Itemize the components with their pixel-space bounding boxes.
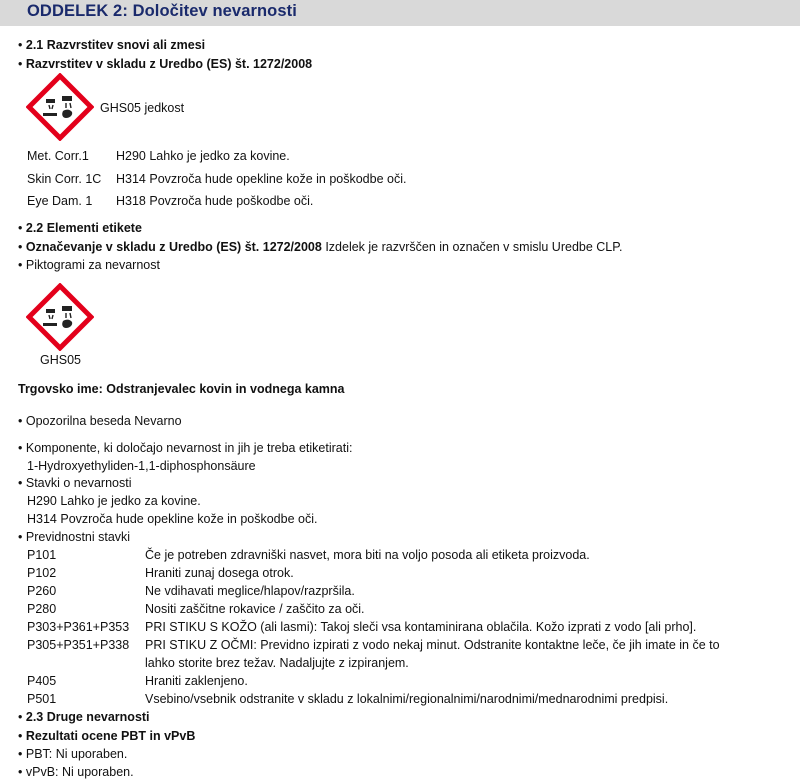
pictograms-row: [18, 257, 160, 273]
precaution-text: Če je potreben zdravniški nasvet, mora biti na voljo posoda ali etiketa proizvoda.: [145, 548, 590, 562]
precaution-code: P501: [27, 692, 57, 706]
components-row: [18, 440, 352, 456]
heading-2-3-row: [18, 709, 150, 725]
heading-2-3: 2.3 Druge nevarnosti: [25, 710, 150, 724]
precaution-code: P260: [27, 584, 57, 598]
precaution-code: P102: [27, 566, 57, 580]
bullet: •: [18, 240, 23, 254]
precaution-text: Vsebino/vsebnik odstranite v skladu z lokalnimi/regionalnimi/narodnimi/mednarodnimi predpisi.: [145, 692, 669, 706]
pictograms-label: Piktogrami za nevarnost: [25, 258, 160, 272]
bullet: •: [18, 729, 23, 743]
section-header: [0, 0, 800, 26]
bullet: •: [18, 710, 23, 724]
labelling-text: Izdelek je razvrščen in označen v smislu Uredbe CLP.: [321, 240, 623, 254]
vpvb-row: [18, 764, 134, 780]
precaution-text: Ne vdihavati meglice/hlapov/razpršila.: [145, 584, 355, 598]
labelling-row: [18, 239, 622, 255]
pictogram-caption-1: GHS05 jedkost: [100, 101, 185, 115]
pbt-row: [18, 746, 127, 762]
bullet: •: [18, 38, 23, 52]
ghs05-corrosion-icon: [26, 73, 94, 141]
bullet: •: [18, 57, 23, 71]
precaution-text: PRI STIKU Z OČMI: Previdno izpirati z vodo nekaj minut. Odstranite kontaktne leče, če jih imate in če to: [145, 638, 720, 652]
vpvb-result: vPvB: Ni uporaben.: [25, 765, 134, 779]
hazard-class: Skin Corr. 1C: [27, 172, 102, 186]
bullet: •: [18, 476, 23, 490]
precaution-code: P303+P361+P353: [27, 620, 130, 634]
heading-2-2-row: [18, 220, 142, 236]
heading-2-1: 2.1 Razvrstitev snovi ali zmesi: [25, 38, 206, 52]
bullet: •: [18, 747, 23, 761]
signal-word-row: [18, 413, 182, 429]
precaution-text: Hraniti zaklenjeno.: [145, 674, 248, 688]
component-name: 1-Hydroxyethyliden-1,1-diphosphonsäure: [27, 459, 256, 473]
precaution-code: P305+P351+P338: [27, 638, 130, 652]
heading-2-1-row: [18, 37, 205, 53]
pbt-result: PBT: Ni uporaben.: [25, 747, 128, 761]
classification-heading-row: [18, 56, 312, 72]
precaution-text: Hraniti zunaj dosega otrok.: [145, 566, 294, 580]
section-title: ODDELEK 2: Določitev nevarnosti: [27, 2, 297, 20]
bullet: •: [18, 258, 23, 272]
ghs05-corrosion-icon: [26, 283, 94, 351]
precaution-text-continued: lahko storite brez težav. Nadaljujte z izpiranjem.: [145, 656, 409, 670]
bullet: •: [18, 441, 23, 455]
precaution-text: Nositi zaščitne rokavice / zaščito za oči.: [145, 602, 365, 616]
hazard-class: Eye Dam. 1: [27, 194, 93, 208]
classification-row: [27, 148, 89, 164]
bullet: •: [18, 414, 23, 428]
hazard-statement: H314 Povzroča hude opekline kože in poškodbe oči.: [27, 512, 318, 526]
bullet: •: [18, 765, 23, 779]
pbt-heading: Rezultati ocene PBT in vPvB: [25, 729, 196, 743]
components-label: Komponente, ki določajo nevarnost in jih je treba etiketirati:: [25, 441, 353, 455]
precautionary-statements-label: Previdnostni stavki: [25, 530, 131, 544]
heading-2-2: 2.2 Elementi etikete: [25, 221, 142, 235]
hazard-statements-row: [18, 475, 131, 491]
bullet: •: [18, 221, 23, 235]
precaution-code: P405: [27, 674, 57, 688]
trade-name: Trgovsko ime: Odstranjevalec kovin in vodnega kamna: [18, 382, 345, 396]
precautionary-statements-row: [18, 529, 130, 545]
hazard-statement: H290 Lahko je jedko za kovine.: [116, 149, 290, 163]
pbt-heading-row: [18, 728, 195, 744]
hazard-statement: H314 Povzroča hude opekline kože in poškodbe oči.: [116, 172, 407, 186]
hazard-statement: H318 Povzroča hude poškodbe oči.: [116, 194, 314, 208]
labelling-heading: Označevanje v skladu z Uredbo (ES) št. 1272/2008: [25, 240, 322, 254]
precaution-code: P101: [27, 548, 57, 562]
hazard-statement: H290 Lahko je jedko za kovine.: [27, 494, 201, 508]
pictogram-caption-2: GHS05: [40, 353, 81, 367]
hazard-statements-label: Stavki o nevarnosti: [25, 476, 132, 490]
hazard-class: Met. Corr.1: [27, 149, 89, 163]
classification-heading: Razvrstitev v skladu z Uredbo (ES) št. 1272/2008: [25, 57, 313, 71]
signal-word: Opozorilna beseda Nevarno: [25, 414, 182, 428]
bullet: •: [18, 530, 23, 544]
precaution-text: PRI STIKU S KOŽO (ali lasmi): Takoj sleči vsa kontaminirana oblačila. Kožo izprati z vodo [ali prho].: [145, 620, 697, 634]
precaution-code: P280: [27, 602, 57, 616]
